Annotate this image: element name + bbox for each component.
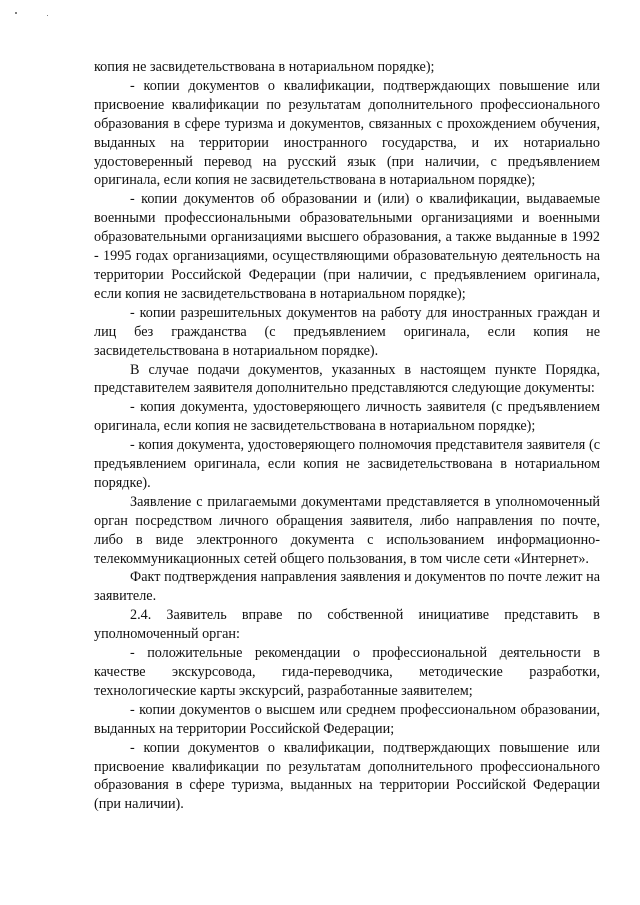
paragraph: - копии документов о высшем или среднем профессиональном образовании, выданных на территории Российской Федерации; bbox=[94, 701, 600, 737]
paragraph: - копии документов о квалификации, подтверждающих повышение или присвоение квалификации по результатам дополнительного профессионального образования в сфере туризма и документов, связанных с прохождением обучения, выданных на территории иностранного государства, и их нотариально удостоверенный перевод на русский язык (при наличии, с предъявлением оригинала, если копия не засвидетельствована в нотариальном порядке); bbox=[94, 77, 600, 189]
paragraph: 2.4. Заявитель вправе по собственной инициативе представить в уполномоченный орган: bbox=[94, 607, 600, 643]
paragraph: - копия документа, удостоверяющего личность заявителя (с предъявлением оригинала, если копия не засвидетельствована в нотариальном порядке); bbox=[94, 399, 600, 435]
paragraph: Факт подтверждения направления заявления и документов по почте лежит на заявителе. bbox=[94, 569, 600, 605]
scan-speck bbox=[15, 12, 17, 14]
paragraph: копия не засвидетельствована в нотариальном порядке); bbox=[94, 59, 435, 75]
paragraph: - положительные рекомендации о профессиональной деятельности в качестве экскурсовода, гида-переводчика, методические разработки, технологические карты экскурсий, разработанные заявителем; bbox=[94, 645, 600, 699]
paragraph: - копии документов о квалификации, подтверждающих повышение или присвоение квалификации по результатам дополнительного профессионального образования в сфере туризма, выданных на территории Российской Федерации (при наличии). bbox=[94, 739, 600, 813]
scan-speck bbox=[47, 15, 48, 16]
paragraph: Заявление с прилагаемыми документами представляется в уполномоченный орган посредством личного обращения заявителя, либо направления по почте, либо в виде электронного документа с использованием информационно-телекоммуникационных сетей общего пользования, в том числе сети «Интернет». bbox=[94, 493, 600, 567]
paragraph: - копии разрешительных документов на работу для иностранных граждан и лиц без гражданства (с предъявлением оригинала, если копия не засвидетельствована в нотариальном порядке). bbox=[94, 304, 600, 359]
paragraph: - копия документа, удостоверяющего полномочия представителя заявителя (с предъявлением оригинала, если копия не засвидетельствована в нотариальном порядке). bbox=[94, 437, 600, 491]
document-body bbox=[94, 58, 600, 814]
paragraph: - копии документов об образовании и (или) о квалификации, выдаваемые военными профессиональными образовательными организациями и военными образовательными организациями высшего образования, а также выданные в 1992 - 1995 годах организациями, осуществляющими образовательную деятельность на территории Российской Федерации (при наличии, с предъявлением оригинала, если копия не засвидетельствована в нотариальном порядке); bbox=[94, 191, 600, 302]
paragraph: В случае подачи документов, указанных в настоящем пункте Порядка, представителем заявителя дополнительно представляются следующие документы: bbox=[94, 361, 600, 397]
